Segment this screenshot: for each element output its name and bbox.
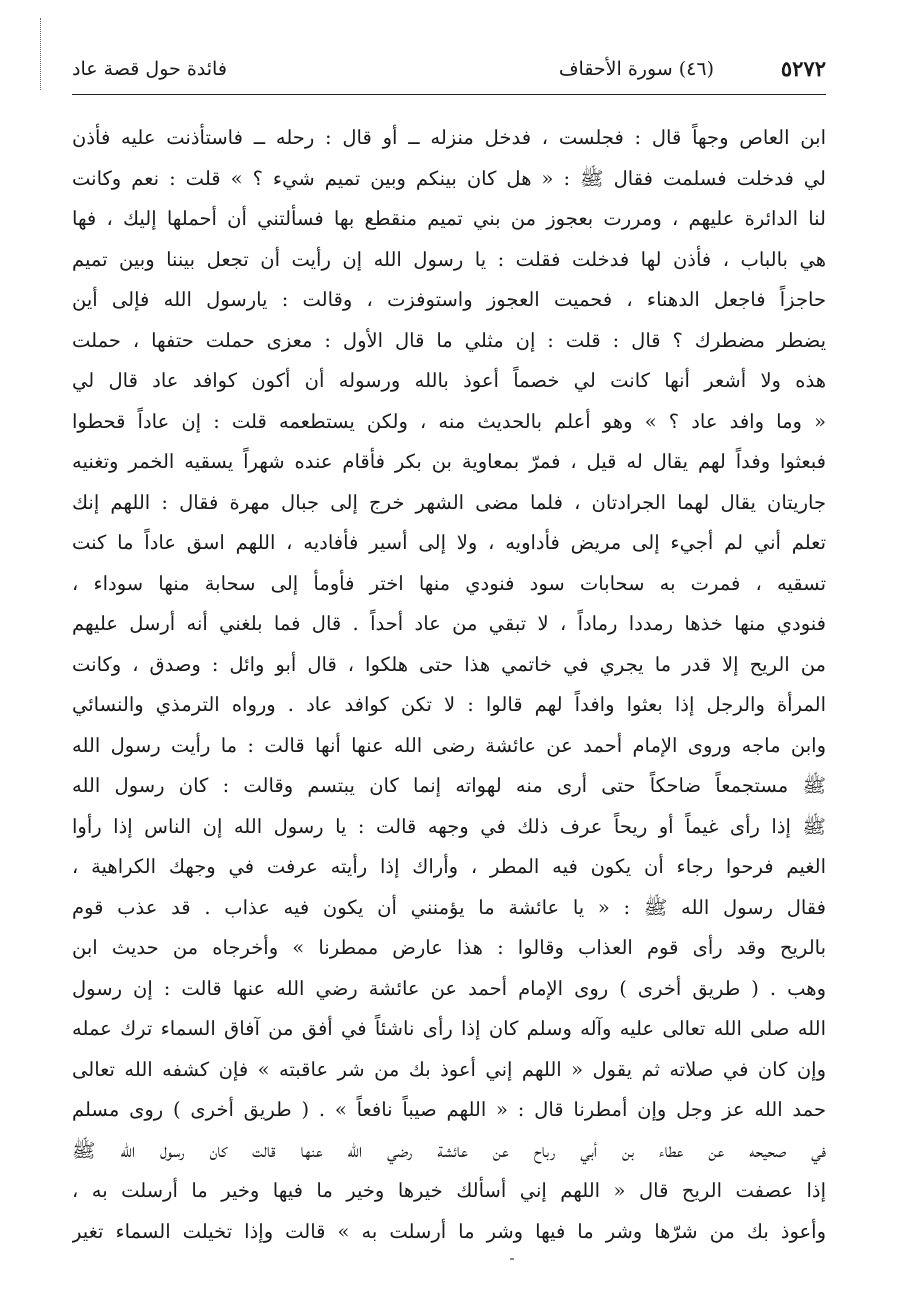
text-line: فنودي منها خذها رمددا رماداً ، لا تبقي من عاد أحداً . قال فما بلغني أنه أرسل عليهم bbox=[72, 612, 826, 635]
text-line: بالريح وقد رأى قوم العذاب وقالوا : هذا عارض ممطرنا » وأخرجاه من حديث ابن bbox=[72, 936, 826, 959]
text-line: يضطر مضطرك ؟ قال : قلت : إن مثلي ما قال الأول : معزى حملت حتفها ، حملت bbox=[72, 328, 826, 352]
margin-mark bbox=[40, 18, 43, 90]
text-line: تسقيه ، فمرت به سحابات سود فنودي منها اختر فأومأ إلى سحابة منها سوداء ، bbox=[72, 571, 826, 595]
text-line: إذا عصفت الريح قال « اللهم إني أسألك خيرها وخير ما فيها وخير ما أرسلت به ، bbox=[72, 1179, 826, 1202]
text-line: في صحيحه عن عطاء بن أبي رباح عن عائشة رضي الله عنها قالت كان رسول الله ﷺ bbox=[72, 1138, 826, 1162]
text-line: لنا الدائرة عليهم ، ومررت بعجوز من بني تميم منقطع بها فسألتني أن أحملها إليك ، فها bbox=[72, 207, 826, 230]
text-line: الله صلى الله تعالى عليه وآله وسلم كان إذا رأى ناشئاً في أفق من آفاق السماء ترك عمله bbox=[72, 1017, 826, 1040]
text-line: ﷺ إذا رأى غيماً أو ريحاً عرف ذلك في وجهه قالت : يا رسول الله إن الناس إذا رأوا bbox=[72, 814, 826, 838]
text-line: جاريتان يقال لهما الجرادتان ، فلما مضى الشهر خرج إلى جبال مهرة فقال : اللهم إنك bbox=[72, 490, 826, 514]
section-topic: فائدة حول قصة عاد bbox=[72, 58, 227, 80]
text-line: حمد الله عز وجل وإن أمطرنا قال : « اللهم صيباً نافعاً » . ( طريق أخرى ) روى مسلم bbox=[72, 1098, 826, 1121]
text-line: فبعثوا وفداً لهم يقال له قيل ، فمرّ بمعاوية بن بكر فأقام عنده شهراً يسقيه الخمر وتغنيه bbox=[72, 450, 826, 473]
text-line: هذه ولا أشعر أنها كانت لي خصماً أعوذ بالله ورسوله أن أكون كوافد عاد قال لي bbox=[72, 369, 826, 392]
text-line: لي فدخلت فسلمت فقال ﷺ : « هل كان بينكم وبين تميم شيء ؟ » قلت : نعم وكانت bbox=[72, 166, 826, 190]
text-line: الغيم فرحوا رجاء أن يكون فيه المطر ، وأراك إذا رأيته عرفت في وجهك الكراهية ، bbox=[72, 855, 826, 878]
text-line: ﷺ مستجمعاً ضاحكاً حتى أرى منه لهواته إنما كان يبتسم وقالت : كان رسول الله bbox=[72, 774, 826, 797]
page-number: ٥٢٧٢ bbox=[780, 56, 826, 81]
page-header bbox=[72, 52, 826, 96]
text-line: وابن ماجه وروى الإمام أحمد عن عائشة رضى الله عنها أنها قالت : ما رأيت رسول الله bbox=[72, 733, 826, 757]
text-line: وإن كان في صلاته ثم يقول « اللهم إني أعوذ بك من شر عاقبته » فإن كشفه الله تعالى bbox=[72, 1057, 826, 1081]
footer-mark bbox=[510, 1258, 514, 1260]
text-line: تعلم أني لم أجيء إلى مريض فأداويه ، ولا إلى أسير فأفاديه ، اللهم اسق عاداً ما كنت bbox=[72, 531, 826, 554]
text-line: فقال رسول الله ﷺ : « يا عائشة ما يؤمنني أن يكون فيه عذاب . قد عذب قوم bbox=[72, 895, 826, 919]
text-line: حاجزاً فاجعل الدهناء ، فحميت العجوز واستوفزت ، وقالت : يارسول الله فإلى أين bbox=[72, 288, 826, 311]
surah-title: (٤٦) سورة الأحقاف bbox=[558, 58, 714, 80]
text-line: المرأة والرجل إذا بعثوا وافداً لهم قالوا : لا تكن كوافد عاد . ورواه الترمذي والنسائي bbox=[72, 693, 826, 716]
text-line: « وما وافد عاد ؟ » وهو أعلم بالحديث منه ، ولكن يستطعمه قلت : إن عاداً قحطوا bbox=[72, 409, 826, 433]
text-line: وهب . ( طريق أخرى ) روى الإمام أحمد عن عائشة رضي الله عنها قالت : إن رسول bbox=[72, 976, 826, 1000]
text-line: من الريح إلا قدر ما يجري في خاتمي هذا حتى هلكوا ، قال أبو وائل : وصدق ، وكانت bbox=[72, 652, 826, 676]
text-line: ابن العاص وجهاً قال : فجلست ، فدخل منزله ــ أو قال : رحله ــ فاستأذنت عليه فأذن bbox=[72, 126, 826, 149]
header-divider bbox=[72, 94, 826, 95]
body-text bbox=[72, 118, 826, 1252]
text-line: وأعوذ بك من شرّها وشر ما فيها وشر ما أرسلت به » قالت وإذا تخيلت السماء تغير bbox=[72, 1219, 826, 1243]
text-line: هي بالباب ، فأذن لها فدخلت فقلت : يا رسول الله إن رأيت أن تجعل بيننا وبين تميم bbox=[72, 247, 826, 271]
